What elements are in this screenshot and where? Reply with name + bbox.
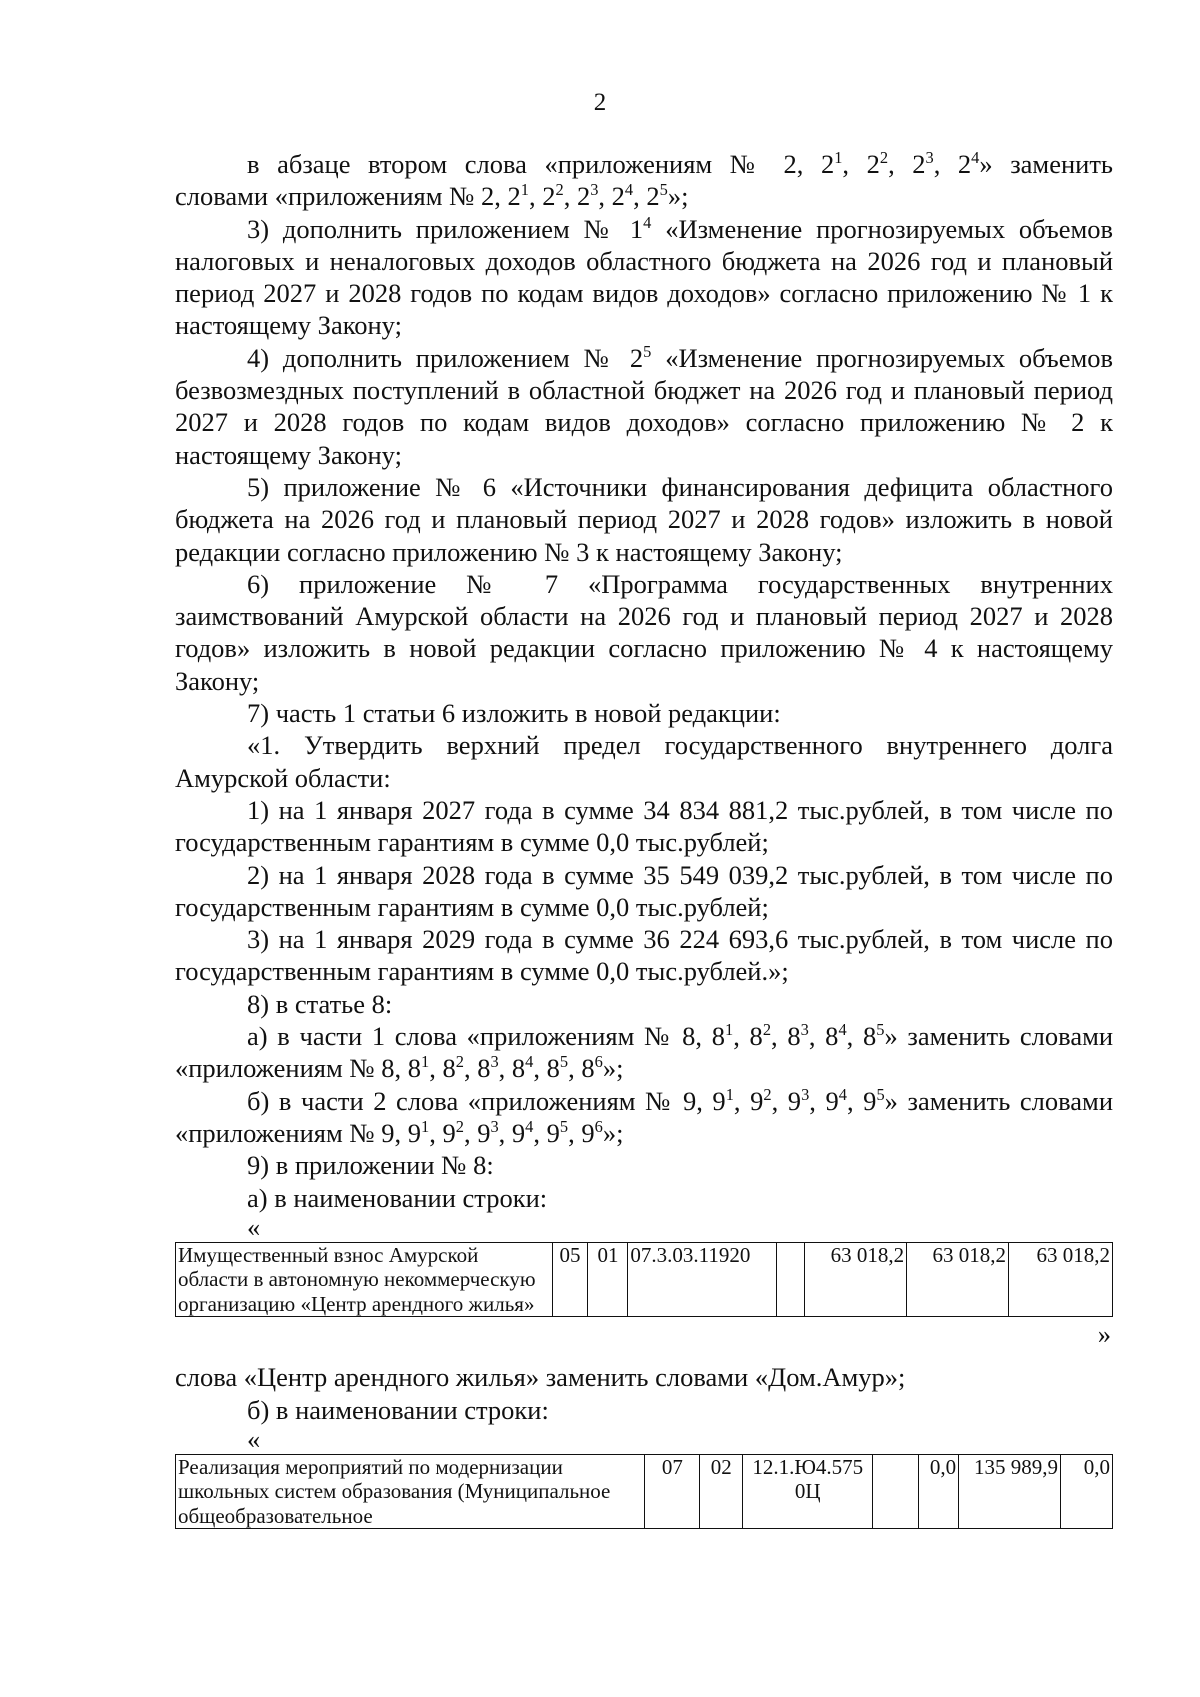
paragraph-5: 5) приложение № 6 «Источники финансирования дефицита областного бюджета на 2026 год и плановый период 2027 и 2028 годов» изложить в новой редакции согласно приложению № 3 к настоящему Закону; [175,471,1113,567]
paragraph-14: «приложениям № 8, $8^1$, $8^2$, $8^3$, $8^4$, $8^5$, $8^6$»; [175,1052,624,1084]
paragraph-17: 9) в приложении № 8: [247,1150,494,1181]
target-article-code: 12.1.Ю4.575 0Ц [743,1454,873,1529]
paragraph-13: а) в части 1 слова «приложениям № 8, $8^1$, $8^2$, $8^3$, $8^4$, $8^5$» заменить словами [247,1020,1114,1052]
paragraph-4: 4) дополнить приложением № $2^5$ «Изменение прогнозируемых объемов безвозмездных поступлений в областной бюджет на 2026 год и плановый период 2027 и 2028 годов по кодам видов доходов» согласно приложению № 2 к настоящему Закону; [175,341,1113,470]
amount-2028: 63 018,2 [1009,1242,1113,1317]
paragraph-19: слова «Центр арендного жилья» заменить словами «Дом.Амур»; [175,1362,906,1393]
paragraph-6: 6) приложение № 7 «Программа государственных внутренних заимствований Амурской области на 2026 год и плановый период 2027 и 2028 годов» изложить в новой редакции согласно приложению № 4 к настоящему Закону; [175,568,1113,696]
paragraph-20: б) в наименовании строки: [247,1394,549,1425]
subsection-code: 02 [700,1454,743,1529]
paragraph-8: «1. Утвердить верхний предел государственного внутреннего долга Амурской области: [175,730,1113,793]
paragraph-9: 1) на 1 января 2027 года в сумме 34 834 881,2 тыс.рублей, в том числе по государственным гарантиям в сумме 0,0 тыс.рублей; [175,794,1113,858]
paragraph-2: словами «приложениям № 2, $2^1$, $2^2$, $2^3$, $2^4$, $2^5$»; [175,180,689,212]
paragraph-1: в абзаце втором слова «приложениям № 2, $2^1$, $2^2$, $2^3$, $2^4$» заменить [247,148,1113,179]
table-row [176,1242,1113,1317]
amount-2028: 0,0 [1060,1454,1112,1529]
target-article-code: 07.3.03.11920 [628,1242,777,1317]
amount-2026: 63 018,2 [805,1242,907,1317]
paragraph-18: а) в наименовании строки: [247,1182,548,1213]
paragraph-10: 2) на 1 января 2028 года в сумме 35 549 039,2 тыс.рублей, в том числе по государственным гарантиям в сумме 0,0 тыс.рублей; [175,859,1113,922]
paragraph-7: 7) часть 1 статьи 6 изложить в новой редакции: [247,698,781,729]
paragraph-3: 3) дополнить приложением № $1^4$ «Изменение прогнозируемых объемов налоговых и неналоговых доходов областного бюджета на 2026 год и плановый период 2027 и 2028 годов по кодам видов доходов» согласно приложению № 1 к настоящему Закону; [175,212,1113,341]
page-number: 2 [593,89,607,116]
amount-2027: 63 018,2 [907,1242,1009,1317]
paragraph-15: б) в части 2 слова «приложениям № 9, $9^1$, $9^2$, $9^3$, $9^4$, $9^5$» заменить словами [247,1084,1113,1116]
section-code: 07 [645,1454,700,1529]
paragraph-16: «приложениям № 9, $9^1$, $9^2$, $9^3$, $9^4$, $9^5$, $9^6$»; [175,1117,624,1148]
section-code: 05 [552,1242,588,1317]
paragraph-12: 8) в статье 8: [247,988,393,1019]
budget-table-1 [175,1242,1113,1318]
document-body [175,148,1113,1529]
expense-type-code [777,1242,805,1317]
quote-open-2: « [247,1423,261,1454]
quote-open-1: « [247,1211,261,1242]
subsection-code: 01 [588,1242,628,1317]
paragraph-11: 3) на 1 января 2029 года в сумме 36 224 693,6 тыс.рублей, в том числе по государственным гарантиям в сумме 0,0 тыс.рублей.»; [175,924,1113,987]
quote-close-1: » [1097,1319,1111,1350]
expense-type-code [873,1454,919,1529]
table-row [176,1454,1113,1529]
budget-table-2 [175,1454,1113,1530]
amount-2026: 0,0 [919,1454,959,1529]
row-name: Имущественный взнос Амурской области в автономную некоммерческую организацию «Центр арендного жилья» [176,1242,553,1317]
row-name: Реализация мероприятий по модернизации школьных систем образования (Муниципальное общеобразовательное [176,1454,645,1529]
amount-2027: 135 989,9 [959,1454,1061,1529]
